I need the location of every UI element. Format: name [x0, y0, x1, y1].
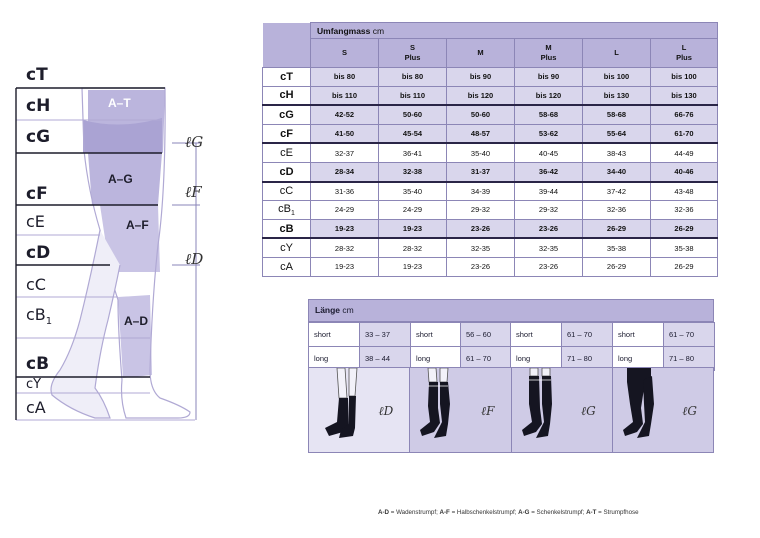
length-label-lG: ℓG	[185, 133, 204, 151]
zone-label-A-T: A–T	[108, 96, 131, 110]
thigh-stocking-icon	[512, 368, 613, 452]
size-cell: 29-32	[515, 201, 583, 220]
size-row-cF	[263, 124, 718, 143]
stocking-type-legend: A-D = Wadenstrumpf; A-F = Halbschenkelstrumpf; A-G = Schenkelstrumpf; A-T = Strumpfhose	[378, 509, 639, 516]
size-cell: 26-29	[583, 219, 651, 238]
length-type-cell: short	[511, 323, 562, 347]
length-value-cell: 56 – 60	[461, 323, 511, 347]
label-cY: cY	[26, 377, 42, 392]
length-value-cell: 71 – 80	[562, 347, 613, 371]
length-type-cell: long	[613, 347, 664, 371]
size-cell: 41-50	[311, 124, 379, 143]
size-row-cB1	[263, 201, 718, 220]
panel-thigh-stocking	[512, 368, 613, 452]
zone-label-A-F: A–F	[126, 218, 149, 232]
size-cell: 23-26	[515, 257, 583, 276]
size-header-3	[515, 39, 583, 68]
size-header-line1: M	[545, 43, 552, 52]
length-label-lD: ℓD	[185, 250, 204, 268]
size-cell: bis 90	[515, 68, 583, 87]
size-cell: bis 110	[311, 86, 379, 105]
size-cell: 48-57	[447, 124, 515, 143]
size-cell: 50-60	[379, 105, 447, 124]
panel-label-lG-1: ℓG	[581, 404, 596, 418]
size-header-line1: S	[341, 48, 347, 57]
size-cell: 34-40	[583, 162, 651, 181]
length-label-lF: ℓF	[185, 183, 202, 201]
size-cell: 66-76	[651, 105, 718, 124]
size-cell: 19-23	[379, 257, 447, 276]
size-cell: bis 110	[379, 86, 447, 105]
length-type-cell: long	[309, 347, 360, 371]
label-cE: cE	[26, 212, 45, 231]
size-header-4	[583, 39, 651, 68]
size-cell: 19-23	[379, 219, 447, 238]
size-cell: 40-45	[515, 143, 583, 162]
size-cell: bis 120	[447, 86, 515, 105]
size-cell: 32-35	[447, 238, 515, 257]
size-cell: 37-42	[583, 182, 651, 201]
label-cC: cC	[26, 275, 46, 294]
size-cell: 23-26	[447, 219, 515, 238]
size-cell: 23-26	[515, 219, 583, 238]
row-label: cC	[263, 182, 311, 201]
length-value-cell: 33 – 37	[360, 323, 411, 347]
size-cell: 24-29	[379, 201, 447, 220]
size-header-line2: Plus	[540, 53, 557, 62]
row-label: cB	[263, 219, 311, 238]
size-row-cT	[263, 68, 718, 87]
label-cA: cA	[26, 398, 46, 417]
size-header-2	[447, 39, 515, 68]
size-cell: 50-60	[447, 105, 515, 124]
size-row-cG	[263, 105, 718, 124]
size-row-cD	[263, 162, 718, 181]
label-cG: cG	[26, 127, 51, 147]
length-type-cell: short	[613, 323, 664, 347]
half-thigh-stocking-icon	[410, 368, 511, 452]
size-cell: 23-26	[447, 257, 515, 276]
panel-label-lF: ℓF	[481, 404, 495, 418]
size-cell: 31-37	[447, 162, 515, 181]
size-cell: 28-34	[311, 162, 379, 181]
size-cell: 45-54	[379, 124, 447, 143]
length-type-cell: long	[411, 347, 461, 371]
panel-label-lD: ℓD	[378, 404, 394, 418]
size-header-0	[311, 39, 379, 68]
zone-label-A-G: A–G	[108, 172, 133, 186]
circumference-size-table	[262, 22, 718, 277]
length-value-cell: 61 – 70	[461, 347, 511, 371]
size-cell: 36-42	[515, 162, 583, 181]
length-type-cell: short	[411, 323, 461, 347]
row-label: cA	[263, 257, 311, 276]
size-row-cY	[263, 238, 718, 257]
row-label: $cB_1$	[263, 201, 311, 220]
size-cell: 28-32	[379, 238, 447, 257]
size-cell: bis 90	[447, 68, 515, 87]
length-value-cell: 71 – 80	[664, 347, 715, 371]
length-table	[308, 322, 715, 371]
size-header-line1: S	[409, 43, 415, 52]
row-label: cE	[263, 143, 311, 162]
size-cell: 26-29	[583, 257, 651, 276]
leg-measurement-diagram	[0, 0, 260, 430]
size-cell: bis 80	[311, 68, 379, 87]
size-table-title: Umfangmass cm	[311, 23, 718, 39]
panel-pantyhose	[613, 368, 713, 452]
size-cell: 58-68	[515, 105, 583, 124]
size-cell: 29-32	[447, 201, 515, 220]
size-cell: 24-29	[311, 201, 379, 220]
knee-stocking-icon	[309, 368, 410, 452]
size-row-cA	[263, 257, 718, 276]
size-cell: bis 100	[651, 68, 718, 87]
length-row	[309, 323, 715, 347]
size-cell: 42-52	[311, 105, 379, 124]
size-cell: bis 100	[583, 68, 651, 87]
size-header-line1: L	[614, 48, 619, 57]
panel-label-lG-2: ℓG	[682, 404, 697, 418]
size-header-line1: L	[681, 43, 687, 52]
size-cell: 32-37	[311, 143, 379, 162]
length-table-box	[308, 299, 714, 371]
size-cell: 61-70	[651, 124, 718, 143]
label-cD: cD	[26, 243, 51, 263]
length-type-cell: long	[511, 347, 562, 371]
size-cell: 53-62	[515, 124, 583, 143]
size-cell: 31-36	[311, 182, 379, 201]
size-header-line2: Plus	[676, 53, 692, 62]
size-cell: 26-29	[651, 219, 718, 238]
size-cell: 43-48	[651, 182, 718, 201]
label-cT: cT	[26, 65, 48, 85]
label-cB1: $cB_1$	[26, 305, 53, 327]
size-cell: 32-36	[651, 201, 718, 220]
size-cell: 32-36	[583, 201, 651, 220]
panel-knee-stocking	[309, 368, 410, 452]
size-cell: 40-46	[651, 162, 718, 181]
size-row-cC	[263, 182, 718, 201]
row-label: cF	[263, 124, 311, 143]
size-cell: 36-41	[379, 143, 447, 162]
row-label: cD	[263, 162, 311, 181]
size-row-cE	[263, 143, 718, 162]
size-cell: 19-23	[311, 257, 379, 276]
label-cF: cF	[26, 184, 48, 204]
row-label: cT	[263, 68, 311, 87]
size-cell: 44-49	[651, 143, 718, 162]
label-cB: cB	[26, 354, 50, 374]
size-cell: 32-38	[379, 162, 447, 181]
size-cell: 32-35	[515, 238, 583, 257]
size-cell: 35-40	[379, 182, 447, 201]
length-value-cell: 38 – 44	[360, 347, 411, 371]
size-cell: 39-44	[515, 182, 583, 201]
size-cell: 35-38	[651, 238, 718, 257]
row-label: cY	[263, 238, 311, 257]
row-label: cH	[263, 86, 311, 105]
size-cell: bis 130	[583, 86, 651, 105]
size-cell: 28-32	[311, 238, 379, 257]
size-cell: 35-40	[447, 143, 515, 162]
size-header-line1: M	[477, 48, 484, 57]
size-row-cB	[263, 219, 718, 238]
pantyhose-icon	[613, 368, 714, 452]
length-table-title: Länge cm	[308, 299, 714, 322]
length-value-cell: 61 – 70	[562, 323, 613, 347]
panel-half-thigh-stocking	[410, 368, 511, 452]
size-header-5	[651, 39, 718, 68]
size-header-1	[379, 39, 447, 68]
length-value-cell: 61 – 70	[664, 323, 715, 347]
size-row-cH	[263, 86, 718, 105]
size-cell: 26-29	[651, 257, 718, 276]
size-cell: 55-64	[583, 124, 651, 143]
size-cell: bis 120	[515, 86, 583, 105]
size-cell: 38-43	[583, 143, 651, 162]
label-cH: cH	[26, 96, 51, 116]
stocking-type-panels	[308, 367, 714, 453]
row-label: cG	[263, 105, 311, 124]
size-cell: bis 80	[379, 68, 447, 87]
size-cell: 35-38	[583, 238, 651, 257]
zone-label-A-D: A–D	[124, 314, 149, 328]
size-cell: 19-23	[311, 219, 379, 238]
size-cell: bis 130	[651, 86, 718, 105]
length-type-cell: short	[309, 323, 360, 347]
size-cell: 34-39	[447, 182, 515, 201]
size-header-line2: Plus	[404, 53, 421, 62]
size-cell: 58-68	[583, 105, 651, 124]
